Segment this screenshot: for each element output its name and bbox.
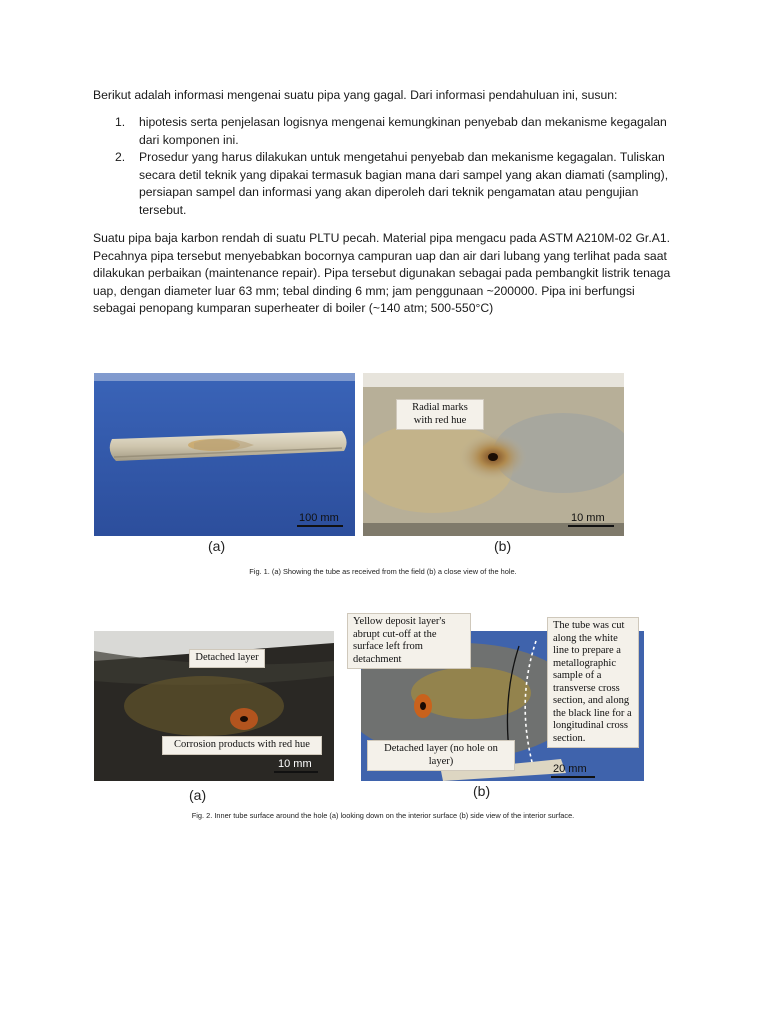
fig1b-scale-label: 10 mm (571, 512, 605, 524)
fig2a-label: (a) (189, 787, 207, 803)
fig1-panel-a-photo (94, 373, 355, 536)
figure-1-caption: Fig. 1. (a) Showing the tube as received from the field (b) a close view of the hole. (249, 567, 517, 576)
fig2b-callout-cut-lines: The tube was cut along the white line to prepare a metallographic sample of a transverse cross section, and along the black line for a longitudinal cross section. (547, 617, 639, 748)
fig2b-callout-yellow-deposit: Yellow deposit layer's abrupt cut-off at the surface left from detachment (347, 613, 471, 669)
fig1a-scale-label: 100 mm (299, 512, 339, 524)
fig2a-scale-label: 10 mm (278, 758, 312, 770)
fig2-panel-a-photo (94, 631, 334, 781)
task-list (93, 114, 673, 219)
body-paragraph: Suatu pipa baja karbon rendah di suatu PLTU pecah. Material pipa mengacu pada ASTM A210M-02 Gr.A1. Pecahnya pipa tersebut menyebabkan bocornya campuran uap dan air dari lubang yang terlihat pada saat dilakukan perbaikan (maintenance repair). Pipa tersebut digunakan sebagai pada pembangkit listrik tenaga uap, dengan diameter luar 63 mm; tebal dinding 6 mm; jam penggunaan ~200000. Pipa ini berfungsi sebagai penopang kumparan superheater di boiler (~140 atm; 500-550°C) (93, 231, 671, 315)
list-item (93, 114, 673, 149)
list-item-text: Prosedur yang harus dilakukan untuk mengetahui penyebab dan mekanisme kegagalan. Tuliskan secara detil teknik yang dipakai termasuk bagian mana dari sampel yang akan diamati (sampling), persiapan sampel dan informasi yang akan diperoleh dari teknik pengamatan atau pengujian tersebut. (139, 150, 669, 217)
fig2a-callout-detached-layer: Detached layer (189, 649, 265, 668)
list-item (93, 149, 673, 219)
fig2b-callout-detached-layer: Detached layer (no hole on layer) (367, 740, 515, 771)
intro-paragraph: Berikut adalah informasi mengenai suatu pipa yang gagal. Dari informasi pendahuluan ini, susun: (93, 88, 618, 102)
fig2b-scale-label: 20 mm (553, 763, 587, 775)
figure-2-caption: Fig. 2. Inner tube surface around the hole (a) looking down on the interior surface (b) side view of the interior surface. (191, 811, 575, 820)
fig1b-callout-radial-marks: Radial marks with red hue (396, 399, 484, 430)
figure-2 (93, 613, 645, 805)
list-item-text: hipotesis serta penjelasan logisnya mengenai kemungkinan penyebab dan mekanisme kegagalan dari komponen ini. (139, 115, 667, 147)
list-item-number: 1. (115, 115, 126, 129)
figure-1 (93, 373, 625, 557)
list-item-number: 2. (115, 150, 126, 164)
fig1b-label: (b) (494, 538, 512, 554)
fig2b-label: (b) (473, 783, 491, 799)
fig1a-label: (a) (208, 538, 226, 554)
fig1-panel-b-photo (363, 373, 624, 536)
fig2a-callout-corrosion: Corrosion products with red hue (162, 736, 322, 755)
